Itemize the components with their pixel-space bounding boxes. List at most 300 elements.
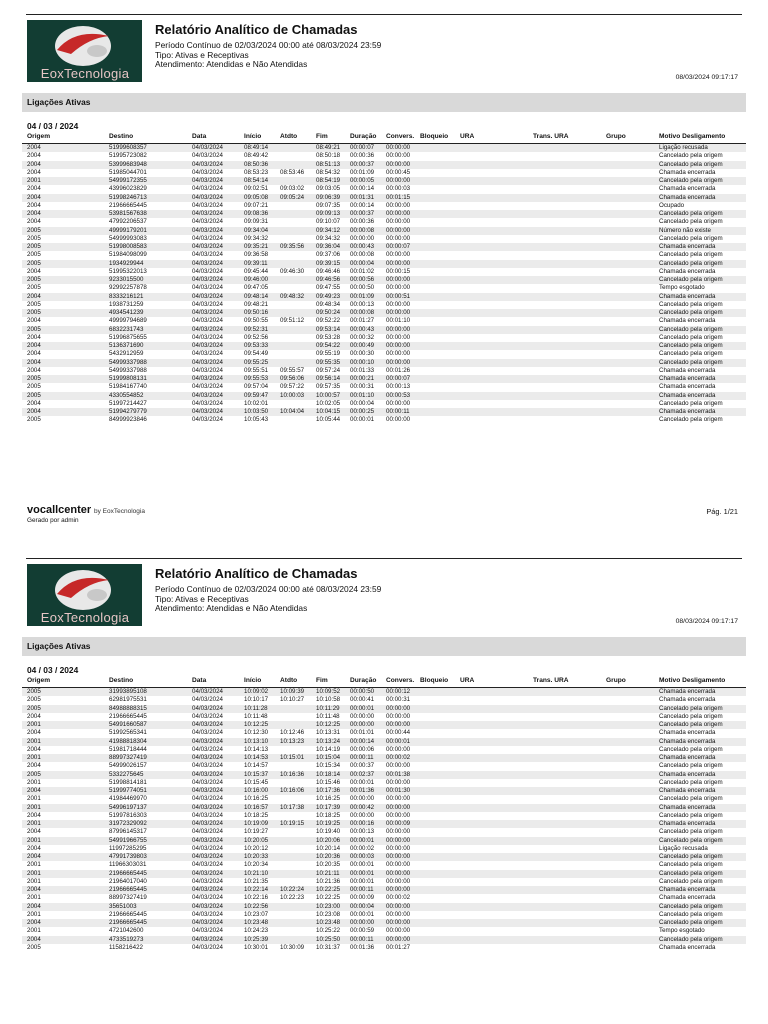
table-cell: Cancelado pela origem [659, 333, 723, 341]
table-cell: 09:56:14 [316, 375, 341, 382]
table-cell: 10:03:50 [244, 408, 269, 415]
table-cell: 51997816303 [109, 811, 147, 819]
table-cell: 00:00:32 [350, 333, 375, 341]
table-cell: 08:54:14 [244, 177, 269, 184]
table-cell: 10:20:06 [316, 836, 341, 844]
column-header: Motivo Desligamento [659, 677, 726, 684]
table-cell: 04/03/2024 [192, 853, 223, 860]
table-cell: 00:00:01 [350, 836, 375, 844]
table-cell: 04/03/2024 [192, 350, 223, 358]
table-cell: 21966665445 [109, 201, 147, 209]
table-cell: 00:00:00 [386, 342, 411, 349]
table-row [22, 260, 746, 268]
column-header: Trans. URA [533, 677, 569, 684]
table-row [22, 845, 746, 853]
table-cell: 04/03/2024 [192, 416, 223, 424]
table-cell: 10:00:57 [316, 391, 341, 399]
table-cell: 49999794689 [109, 317, 147, 325]
table-cell: 2005 [27, 259, 41, 267]
table-cell: 04/03/2024 [192, 259, 223, 267]
table-cell: 09:36:58 [244, 251, 269, 259]
company-logo [27, 564, 142, 626]
table-cell: 10:15:45 [244, 778, 269, 786]
table-cell: Cancelado pela origem [659, 152, 723, 160]
table-cell: 00:00:00 [386, 226, 411, 234]
table-cell: 04/03/2024 [192, 185, 223, 193]
table-cell: 04/03/2024 [192, 927, 223, 935]
table-cell: 21966665445 [109, 910, 147, 918]
section-band [22, 637, 746, 656]
page-number: Pág. 1/21 [706, 507, 738, 516]
column-header: Trans. URA [533, 133, 569, 140]
table-cell: 08:49:21 [316, 144, 341, 151]
table-cell: 00:00:11 [386, 408, 410, 415]
table-cell: 00:01:31 [350, 193, 375, 201]
table-cell: 04/03/2024 [192, 309, 223, 316]
table-cell: 00:00:02 [386, 894, 411, 902]
table-cell: 09:52:31 [244, 325, 269, 333]
column-header: Motivo Desligamento [659, 133, 726, 140]
table-cell: Cancelado pela origem [659, 745, 723, 753]
table-row [22, 795, 746, 803]
table-cell: 2004 [27, 886, 41, 893]
table-cell: 00:00:00 [386, 234, 411, 242]
table-cell: 10:17:39 [316, 803, 341, 811]
table-cell: 2005 [27, 688, 41, 695]
table-row [22, 177, 746, 185]
table-row [22, 787, 746, 795]
call-table-body [22, 688, 746, 952]
table-cell: 10:15:01 [280, 754, 305, 761]
section-title: Ligações Ativas [27, 97, 91, 107]
table-cell: 2004 [27, 144, 41, 151]
table-cell: 2004 [27, 168, 41, 176]
table-cell: 00:00:50 [350, 688, 375, 695]
table-cell: 21964017040 [109, 877, 147, 885]
table-row [22, 301, 746, 309]
table-cell: 2005 [27, 704, 41, 712]
table-cell: 5332275645 [109, 770, 144, 778]
table-cell: Cancelado pela origem [659, 218, 723, 226]
table-cell: 09:50:55 [244, 317, 269, 325]
table-cell: 04/03/2024 [192, 919, 223, 926]
table-cell: 21966665445 [109, 919, 147, 926]
table-cell: 04/03/2024 [192, 234, 223, 242]
table-cell: 08:50:36 [244, 160, 269, 168]
table-row [22, 400, 746, 408]
table-cell: 10:13:24 [316, 737, 341, 745]
column-header: Destino [109, 677, 134, 684]
table-cell: 10:20:36 [316, 853, 341, 860]
table-cell: 10:16:00 [244, 787, 269, 794]
table-cell: Cancelado pela origem [659, 416, 723, 424]
table-cell: 00:00:00 [386, 160, 411, 168]
table-cell: Cancelado pela origem [659, 861, 723, 869]
table-row [22, 729, 746, 737]
table-cell: 04/03/2024 [192, 787, 223, 794]
table-cell: Cancelado pela origem [659, 778, 723, 786]
table-row [22, 779, 746, 787]
table-cell: Cancelado pela origem [659, 877, 723, 885]
table-cell: 00:00:08 [350, 309, 375, 316]
table-cell: 53981567638 [109, 210, 147, 217]
table-row [22, 927, 746, 935]
column-header: Grupo [606, 677, 626, 684]
table-cell: Chamada encerrada [659, 820, 716, 827]
table-cell: 2004 [27, 193, 41, 201]
table-cell: 00:00:04 [350, 902, 375, 910]
table-cell: 10:19:15 [280, 820, 305, 827]
table-cell: 00:00:11 [350, 886, 374, 893]
table-cell: 04/03/2024 [192, 869, 223, 877]
table-cell: 9233015500 [109, 276, 144, 283]
table-cell: 2005 [27, 375, 41, 382]
table-cell: 00:00:36 [350, 218, 375, 226]
table-cell: 10:04:15 [316, 408, 341, 415]
table-cell: 00:00:14 [350, 737, 375, 745]
table-cell: 2001 [27, 778, 41, 786]
table-cell: 00:00:15 [386, 267, 411, 275]
table-cell: 4330554852 [109, 391, 144, 399]
table-cell: 04/03/2024 [192, 861, 223, 869]
table-cell: 00:00:00 [386, 350, 411, 358]
table-cell: Chamada encerrada [659, 391, 716, 399]
table-cell: 10:11:29 [316, 704, 340, 712]
table-cell: 10:02:01 [244, 399, 269, 407]
table-cell: 09:50:16 [244, 309, 269, 316]
table-cell: 00:00:00 [386, 836, 411, 844]
table-cell: 10:17:36 [316, 787, 341, 794]
table-cell: Chamada encerrada [659, 787, 716, 794]
table-cell: 00:01:33 [350, 366, 375, 374]
table-cell: 09:45:44 [244, 267, 269, 275]
table-cell: 53999683948 [109, 160, 147, 168]
column-header: Grupo [606, 133, 626, 140]
table-cell: 10:22:23 [280, 894, 305, 902]
table-cell: 00:00:00 [386, 251, 411, 259]
table-cell: 10:23:07 [244, 910, 269, 918]
table-cell: 51994279779 [109, 408, 147, 415]
table-cell: 2004 [27, 152, 41, 160]
table-cell: 04/03/2024 [192, 762, 223, 770]
table-cell: 00:00:00 [386, 919, 411, 926]
table-cell: 04/03/2024 [192, 325, 223, 333]
table-cell: 2004 [27, 902, 41, 910]
table-cell: Cancelado pela origem [659, 853, 723, 860]
column-header: Atdto [280, 677, 298, 684]
table-cell: 00:00:00 [386, 811, 411, 819]
table-cell: 04/03/2024 [192, 754, 223, 761]
table-cell: 84999923846 [109, 416, 147, 424]
table-cell: 00:00:37 [350, 210, 375, 217]
table-cell: 00:00:30 [350, 350, 375, 358]
table-row [22, 754, 746, 762]
table-cell: 00:00:01 [350, 869, 375, 877]
table-cell: 00:00:00 [386, 721, 411, 728]
table-cell: Cancelado pela origem [659, 910, 723, 918]
table-cell: 00:00:09 [386, 820, 411, 827]
table-cell: 00:00:00 [386, 778, 411, 786]
table-cell: 4721042600 [109, 927, 144, 935]
table-cell: 09:48:34 [316, 300, 341, 308]
table-cell: 04/03/2024 [192, 688, 223, 695]
table-cell: 11966303031 [109, 861, 147, 869]
table-row [22, 878, 746, 886]
table-cell: 2004 [27, 333, 41, 341]
table-cell: 04/03/2024 [192, 292, 223, 300]
table-cell: 09:57:04 [244, 383, 269, 391]
table-cell: 10:30:09 [280, 943, 305, 951]
table-row [22, 944, 746, 952]
table-cell: Cancelado pela origem [659, 919, 723, 926]
table-cell: 09:53:28 [316, 333, 341, 341]
table-cell: 00:01:26 [386, 366, 411, 374]
table-cell: 2005 [27, 251, 41, 259]
table-cell: Cancelado pela origem [659, 902, 723, 910]
table-cell: 00:00:00 [350, 712, 375, 720]
table-cell: 00:00:00 [386, 844, 411, 852]
table-cell: 04/03/2024 [192, 820, 223, 827]
call-table-body [22, 144, 746, 425]
table-cell: 00:00:08 [350, 251, 375, 259]
table-cell: 10:09:39 [280, 688, 305, 695]
table-cell: 00:00:50 [350, 284, 375, 292]
report-service: Atendimento: Atendidas e Não Atendidas [155, 603, 308, 613]
table-cell: 00:00:00 [386, 218, 411, 226]
table-cell: 00:00:16 [350, 820, 375, 827]
logo-text: EoxTecnologia [40, 66, 130, 81]
table-cell: 04/03/2024 [192, 729, 223, 737]
company-logo [27, 20, 142, 82]
table-cell: 10:16:36 [280, 770, 305, 778]
table-cell: 2004 [27, 844, 41, 852]
table-cell: Chamada encerrada [659, 375, 716, 382]
table-cell: 04/03/2024 [192, 218, 223, 226]
table-cell: 2001 [27, 820, 41, 827]
table-row [22, 284, 746, 292]
table-cell: 51984098099 [109, 251, 147, 259]
table-cell: 00:00:06 [350, 745, 375, 753]
table-cell: Cancelado pela origem [659, 358, 723, 366]
table-cell: 00:00:44 [386, 729, 411, 737]
table-cell: Chamada encerrada [659, 366, 716, 374]
table-cell: 54996197137 [109, 803, 147, 811]
table-cell: 00:00:00 [386, 927, 411, 935]
table-cell: 09:49:23 [316, 292, 341, 300]
table-cell: 00:00:13 [350, 300, 375, 308]
table-cell: 2005 [27, 770, 41, 778]
table-cell: Tempo esgotado [659, 927, 705, 935]
table-cell: 09:39:15 [316, 259, 341, 267]
table-cell: Chamada encerrada [659, 729, 716, 737]
column-header: Atdto [280, 133, 298, 140]
table-cell: 09:54:49 [244, 350, 269, 358]
table-cell: 2004 [27, 729, 41, 737]
table-row [22, 227, 746, 235]
table-cell: Cancelado pela origem [659, 721, 723, 728]
table-cell: 2001 [27, 869, 41, 877]
column-header: Duração [350, 133, 377, 140]
table-cell: Tempo esgotado [659, 284, 705, 292]
table-row [22, 886, 746, 894]
table-cell: 00:01:10 [350, 391, 375, 399]
report-timestamp: 08/03/2024 09:17:17 [675, 74, 738, 81]
table-cell: 10:20:05 [244, 836, 269, 844]
table-cell: Ligação recusada [659, 844, 708, 852]
table-cell: 54999172355 [109, 177, 147, 184]
table-row [22, 144, 746, 152]
table-cell: 09:37:06 [316, 251, 341, 259]
table-row [22, 828, 746, 836]
table-cell: 04/03/2024 [192, 383, 223, 391]
table-cell: 00:00:00 [386, 762, 411, 770]
table-cell: 2004 [27, 762, 41, 770]
table-row [22, 218, 746, 226]
table-cell: 09:02:51 [244, 185, 269, 193]
table-cell: Chamada encerrada [659, 185, 716, 193]
table-cell: 04/03/2024 [192, 251, 223, 259]
table-row [22, 251, 746, 259]
table-cell: 10:11:48 [316, 712, 340, 720]
table-cell: 2004 [27, 811, 41, 819]
table-cell: Chamada encerrada [659, 243, 716, 250]
table-cell: 2005 [27, 276, 41, 283]
table-cell: Chamada encerrada [659, 383, 716, 391]
table-cell: 2004 [27, 210, 41, 217]
table-cell: 92992257878 [109, 284, 147, 292]
table-cell: 2004 [27, 350, 41, 358]
table-row [22, 837, 746, 845]
table-cell: 10:14:53 [244, 754, 269, 761]
table-cell: 09:55:19 [316, 350, 341, 358]
table-cell: 00:00:13 [350, 828, 375, 836]
table-cell: 6832231743 [109, 325, 144, 333]
table-cell: 00:00:09 [350, 894, 375, 902]
table-cell: 54999337988 [109, 366, 147, 374]
table-cell: 04/03/2024 [192, 696, 223, 704]
table-row [22, 350, 746, 358]
table-cell: 00:00:01 [350, 877, 375, 885]
column-header: Bloqueio [420, 133, 449, 140]
table-cell: 2004 [27, 408, 41, 415]
table-row [22, 317, 746, 325]
table-cell: 2004 [27, 853, 41, 860]
table-cell: 00:00:37 [350, 762, 375, 770]
table-cell: 10:13:31 [316, 729, 341, 737]
table-cell: 10:21:36 [316, 877, 341, 885]
table-cell: 2004 [27, 267, 41, 275]
table-cell: 00:00:00 [386, 201, 411, 209]
table-row [22, 804, 746, 812]
table-cell: 2004 [27, 358, 41, 366]
table-cell: 09:59:47 [244, 391, 269, 399]
table-cell: 04/03/2024 [192, 226, 223, 234]
table-cell: 51995322013 [109, 267, 147, 275]
table-cell: Chamada encerrada [659, 688, 716, 695]
table-cell: 00:00:07 [350, 144, 375, 151]
table-cell: 09:48:32 [280, 292, 305, 300]
table-cell: 10:10:58 [316, 696, 341, 704]
table-cell: 04/03/2024 [192, 943, 223, 951]
table-cell: 51998246713 [109, 193, 147, 201]
table-cell: 00:00:00 [386, 745, 411, 753]
table-cell: 2005 [27, 243, 41, 250]
footer-brand-name: vocallcenter [27, 504, 92, 516]
column-header: Início [244, 133, 262, 140]
table-cell: 10:09:02 [244, 688, 269, 695]
table-row [22, 359, 746, 367]
table-cell: 04/03/2024 [192, 894, 223, 902]
table-cell: 11997285295 [109, 844, 147, 852]
table-cell: 09:03:02 [280, 185, 305, 193]
table-cell: 09:55:57 [280, 366, 305, 374]
table-cell: 00:00:00 [386, 886, 411, 893]
table-cell: 51997214427 [109, 399, 147, 407]
table-cell: 00:00:00 [386, 853, 411, 860]
top-rule [26, 14, 742, 15]
table-cell: 2001 [27, 877, 41, 885]
table-cell: 04/03/2024 [192, 795, 223, 803]
date-header: 04 / 03 / 2024 [27, 665, 79, 675]
table-cell: 04/03/2024 [192, 375, 223, 382]
column-header-row [22, 132, 746, 144]
table-cell: 2004 [27, 935, 41, 943]
table-cell: 10:11:28 [244, 704, 268, 712]
table-cell: 10:22:24 [280, 886, 305, 893]
table-cell: 10:16:25 [316, 795, 341, 803]
table-cell: 10:19:40 [316, 828, 341, 836]
table-cell: 04/03/2024 [192, 886, 223, 893]
table-cell: 21966665445 [109, 869, 147, 877]
table-cell: 10:21:11 [316, 869, 340, 877]
column-header: URA [460, 133, 475, 140]
table-cell: 2001 [27, 737, 41, 745]
table-cell: 00:00:37 [350, 160, 375, 168]
column-header: Origem [27, 677, 51, 684]
table-cell: 09:57:35 [316, 383, 341, 391]
table-cell: Cancelado pela origem [659, 869, 723, 877]
table-cell: 31972329092 [109, 820, 147, 827]
table-row [22, 309, 746, 317]
table-cell: 10:20:34 [244, 861, 269, 869]
table-row [22, 210, 746, 218]
table-cell: 04/03/2024 [192, 160, 223, 168]
table-cell: 2001 [27, 927, 41, 935]
table-cell: 2001 [27, 721, 41, 728]
table-cell: 5136371690 [109, 342, 144, 349]
table-cell: 10:13:23 [280, 737, 305, 745]
report-period: Período Contínuo de 02/03/2024 00:00 até 08/03/2024 23:59 [155, 40, 382, 50]
table-cell: 09:52:22 [316, 317, 341, 325]
table-row [22, 392, 746, 400]
table-cell: 04/03/2024 [192, 828, 223, 836]
table-cell: 00:00:00 [386, 861, 411, 869]
table-cell: 2001 [27, 754, 41, 761]
table-cell: 00:01:09 [350, 168, 375, 176]
table-cell: 00:00:01 [350, 861, 375, 869]
table-cell: 09:07:21 [244, 201, 269, 209]
table-cell: 47991739803 [109, 853, 147, 860]
table-cell: 04/03/2024 [192, 910, 223, 918]
table-cell: 10:18:14 [316, 770, 341, 778]
table-cell: 09:55:35 [316, 358, 341, 366]
column-header: Fim [316, 677, 328, 684]
table-cell: 00:00:02 [386, 754, 411, 761]
table-cell: 2001 [27, 861, 41, 869]
table-row [22, 696, 746, 704]
table-cell: 04/03/2024 [192, 704, 223, 712]
table-cell: 00:00:07 [386, 375, 411, 382]
